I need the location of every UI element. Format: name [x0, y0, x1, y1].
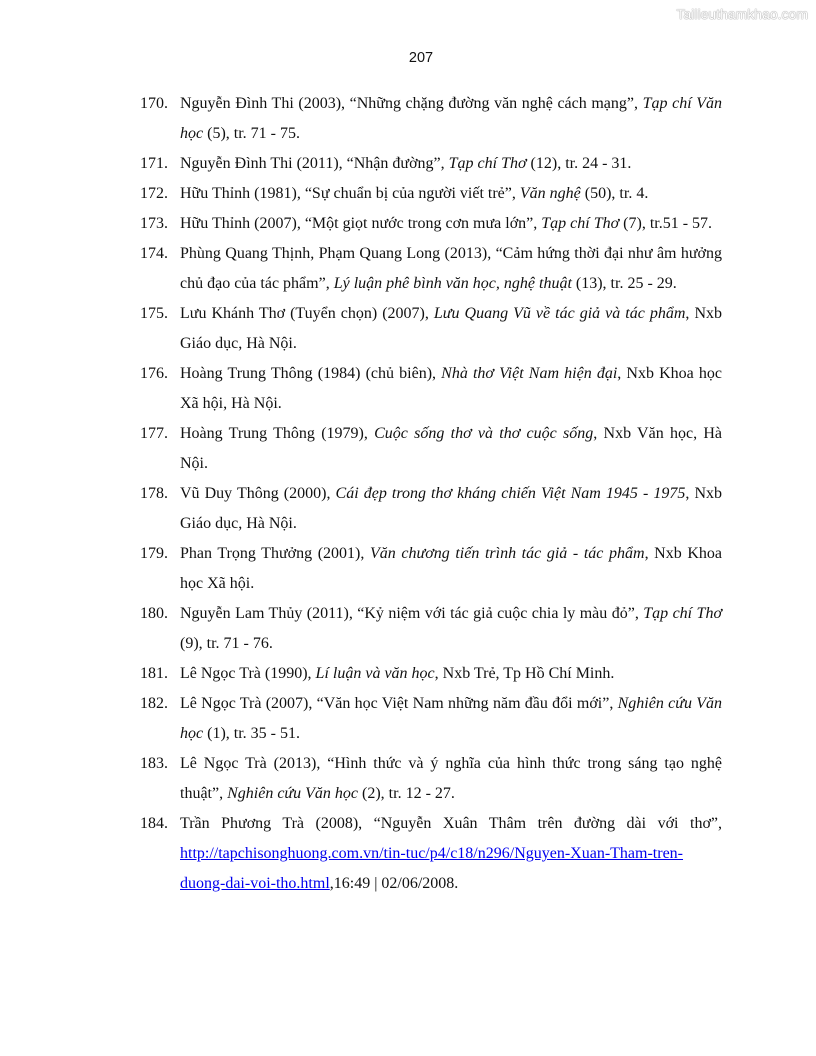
reference-number: 173.	[140, 215, 168, 232]
reference-text: Lê Ngọc Trà (2013), “Hình thức và ý nghĩa của hình thức trong sáng tạo nghệ thuật”, Nghiên cứu Văn học (2), tr. 12 - 27.	[180, 755, 722, 802]
watermark: Tailieuthamkhao.com	[676, 6, 808, 22]
reference-number: 181.	[140, 665, 168, 682]
reference-item	[140, 149, 722, 179]
reference-url-link[interactable]: http://tapchisonghuong.com.vn/tin-tuc/p4/c18/n296/Nguyen-Xuan-Tham-tren-duong-dai-voi-tho.html	[180, 845, 684, 892]
reference-item	[140, 539, 722, 599]
reference-number: 182.	[140, 695, 168, 712]
reference-number: 175.	[140, 305, 168, 322]
reference-item	[140, 299, 722, 359]
reference-item	[140, 749, 722, 809]
reference-text: Nguyễn Đình Thi (2011), “Nhận đường”, Tạp chí Thơ (12), tr. 24 - 31.	[180, 155, 632, 172]
reference-item	[140, 89, 722, 149]
reference-number: 174.	[140, 245, 168, 262]
reference-text: Vũ Duy Thông (2000), Cái đẹp trong thơ kháng chiến Việt Nam 1945 - 1975, Nxb Giáo dục, Hà Nội.	[180, 485, 722, 532]
reference-item	[140, 479, 722, 539]
reference-number: 171.	[140, 155, 168, 172]
reference-item	[140, 239, 722, 299]
reference-text: Lưu Khánh Thơ (Tuyển chọn) (2007), Lưu Quang Vũ về tác giả và tác phẩm, Nxb Giáo dục, Hà Nội.	[180, 305, 722, 352]
reference-number: 177.	[140, 425, 168, 442]
reference-item	[140, 659, 722, 689]
reference-item	[140, 599, 722, 659]
reference-text: Lê Ngọc Trà (2007), “Văn học Việt Nam những năm đầu đổi mới”, Nghiên cứu Văn học (1), tr. 35 - 51.	[180, 695, 722, 742]
reference-text: Nguyễn Đình Thi (2003), “Những chặng đường văn nghệ cách mạng”, Tạp chí Văn học (5), tr. 71 - 75.	[180, 95, 722, 142]
reference-number: 180.	[140, 605, 168, 622]
reference-number: 178.	[140, 485, 168, 502]
reference-text: Phan Trọng Thưởng (2001), Văn chương tiến trình tác giả - tác phẩm, Nxb Khoa học Xã hội.	[180, 545, 722, 592]
reference-text: Nguyễn Lam Thủy (2011), “Kỷ niệm với tác giả cuộc chia ly màu đỏ”, Tạp chí Thơ (9), tr. 71 - 76.	[180, 605, 722, 652]
reference-number: 176.	[140, 365, 168, 382]
reference-item	[140, 209, 722, 239]
reference-text: Phùng Quang Thịnh, Phạm Quang Long (2013), “Cảm hứng thời đại như âm hưởng chủ đạo của tác phẩm”, Lý luận phê bình văn học, nghệ thuật (13), tr. 25 - 29.	[180, 245, 722, 292]
reference-text: Trần Phương Trà (2008), “Nguyễn Xuân Thâm trên đường dài với thơ”, http://tapchisonghuong.com.vn/tin-tuc/p4/c18/n296/Nguyen-Xuan-Tham-tren-duong-dai-voi-tho.html,16:49 | 02/06/2008.	[180, 815, 722, 892]
reference-text: Hoàng Trung Thông (1984) (chủ biên), Nhà thơ Việt Nam hiện đại, Nxb Khoa học Xã hội, Hà Nội.	[180, 365, 722, 412]
reference-item	[140, 419, 722, 479]
reference-text: Hữu Thỉnh (1981), “Sự chuẩn bị của người viết trẻ”, Văn nghệ (50), tr. 4.	[180, 185, 649, 202]
reference-number: 183.	[140, 755, 168, 772]
reference-item	[140, 689, 722, 749]
reference-list	[140, 89, 722, 899]
reference-item	[140, 809, 722, 899]
reference-text: Hoàng Trung Thông (1979), Cuộc sống thơ và thơ cuộc sống, Nxb Văn học, Hà Nội.	[180, 425, 723, 472]
page-number: 207	[408, 50, 434, 66]
reference-text: Hữu Thỉnh (2007), “Một giọt nước trong cơn mưa lớn”, Tạp chí Thơ (7), tr.51 - 57.	[180, 215, 713, 232]
reference-item	[140, 179, 722, 209]
reference-number: 179.	[140, 545, 168, 562]
reference-item	[140, 359, 722, 419]
reference-number: 184.	[140, 815, 168, 832]
reference-text: Lê Ngọc Trà (1990), Lí luận và văn học, Nxb Trẻ, Tp Hồ Chí Minh.	[180, 665, 615, 682]
reference-number: 172.	[140, 185, 168, 202]
reference-number: 170.	[140, 95, 168, 112]
